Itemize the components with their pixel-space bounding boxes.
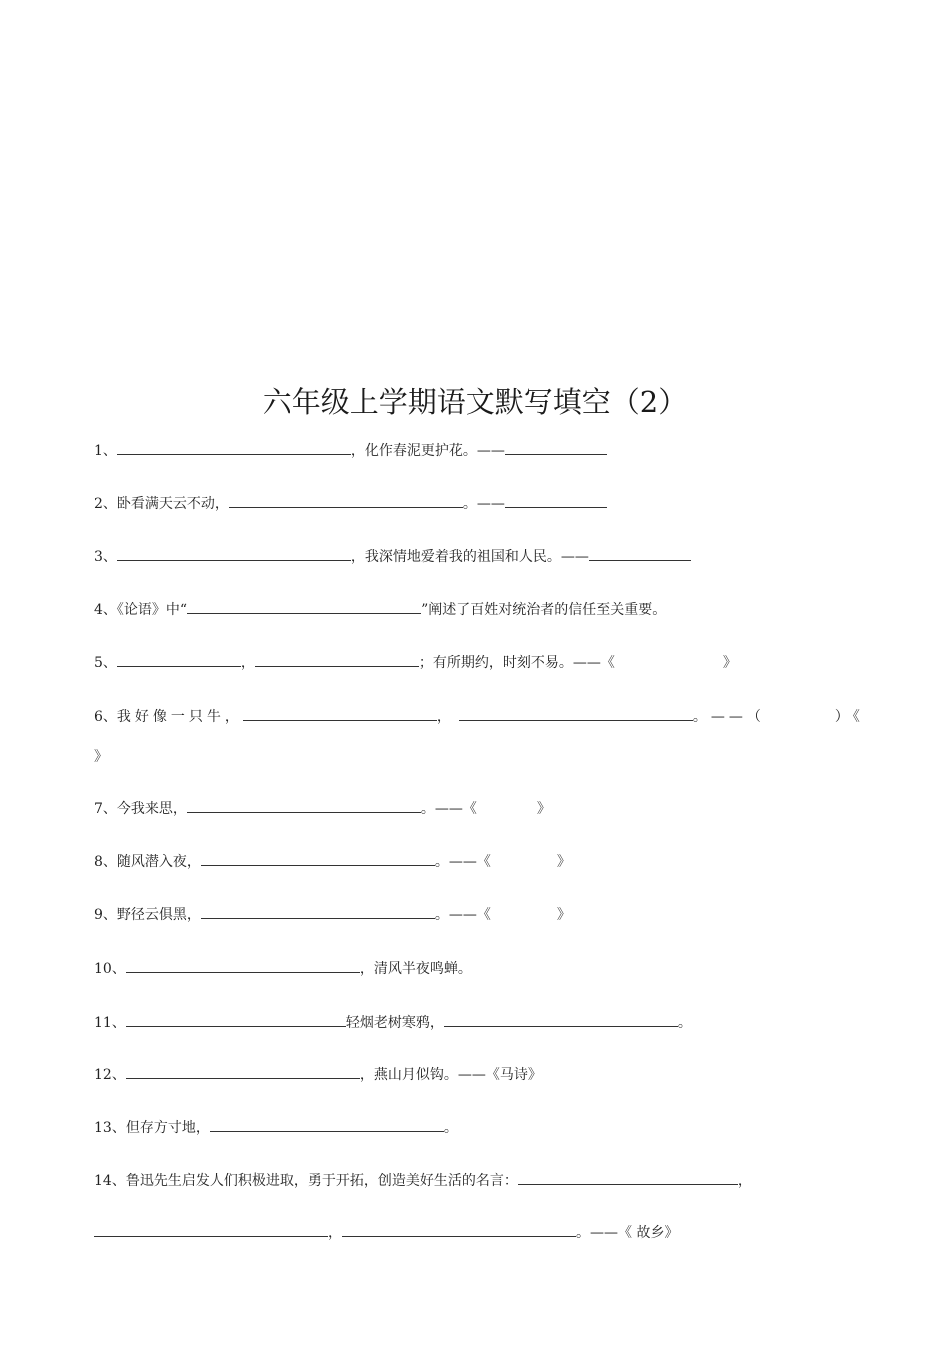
answer-blank[interactable]	[94, 1222, 328, 1237]
answer-blank[interactable]	[201, 851, 435, 866]
answer-blank[interactable]	[126, 1012, 346, 1027]
question-text: ，我深情地爱着我的祖国和人民。——	[350, 549, 589, 565]
question-text: 》	[556, 854, 571, 870]
question-text: 卧看满天云不动，	[116, 496, 229, 512]
question-text: 鲁迅先生启发人们积极进取，勇于开拓，创造美好生活的名言：	[125, 1173, 518, 1189]
question-text: 。——《	[420, 801, 477, 817]
answer-blank[interactable]	[459, 706, 693, 721]
question-text: 《论语》中“	[116, 602, 188, 618]
question-13	[94, 1117, 890, 1139]
question-14-continued	[94, 1222, 890, 1244]
question-text: 。——《	[434, 854, 491, 870]
question-text: 。——（	[692, 709, 765, 725]
answer-blank[interactable]	[229, 493, 463, 508]
question-number: 6、	[94, 709, 117, 725]
answer-blank[interactable]	[126, 1064, 360, 1079]
question-text: 。——《 故乡》	[576, 1225, 679, 1241]
question-text: 但存方寸地，	[125, 1120, 210, 1136]
answer-blank[interactable]	[518, 1170, 738, 1185]
question-3	[94, 546, 890, 568]
answer-blank[interactable]	[117, 546, 351, 561]
question-10	[94, 958, 890, 980]
answer-blank[interactable]	[117, 440, 351, 455]
question-9	[94, 904, 890, 926]
question-number: 7、	[94, 801, 117, 817]
question-text: ，清风半夜鸣蝉。	[359, 961, 472, 977]
question-text: ；有所期约，时刻不易。——《	[418, 655, 615, 671]
question-number: 10、	[94, 961, 126, 977]
page-title: 六年级上学期语文默写填空（2）	[262, 385, 688, 419]
question-text: 。	[443, 1120, 458, 1136]
answer-blank[interactable]	[126, 958, 360, 973]
answer-blank[interactable]	[589, 546, 691, 561]
question-text: ”阐述了百姓对统治者的信任至关重要。	[421, 602, 667, 618]
answer-blank[interactable]	[210, 1117, 444, 1132]
question-6-continued	[94, 746, 890, 768]
question-number: 11、	[94, 1015, 126, 1031]
question-number: 9、	[94, 907, 117, 923]
question-text: ，化作春泥更护花。——	[350, 443, 505, 459]
question-12	[94, 1064, 890, 1086]
question-6	[94, 706, 890, 728]
question-number: 12、	[94, 1067, 126, 1083]
answer-blank[interactable]	[187, 599, 421, 614]
question-text: ，	[328, 1225, 342, 1241]
question-text: 轻烟老树寒鸦，	[345, 1015, 444, 1031]
answer-blank[interactable]	[255, 652, 419, 667]
answer-blank[interactable]	[444, 1012, 678, 1027]
answer-blank[interactable]	[117, 652, 241, 667]
question-number: 5、	[94, 655, 117, 671]
question-5	[94, 652, 890, 674]
question-text: 随风潜入夜，	[116, 854, 201, 870]
answer-blank[interactable]	[187, 798, 421, 813]
question-text: ，	[737, 1173, 752, 1189]
question-text: 。——	[462, 496, 505, 512]
question-8	[94, 851, 890, 873]
question-text: 》	[94, 749, 108, 765]
question-text: ，	[436, 709, 451, 725]
question-text: ，燕山月似钩。——《马诗》	[359, 1067, 542, 1083]
question-number: 4、	[94, 602, 117, 618]
question-number: 2、	[94, 496, 117, 512]
question-7	[94, 798, 890, 820]
answer-blank[interactable]	[505, 440, 607, 455]
question-1	[94, 440, 890, 462]
question-number: 13、	[94, 1120, 126, 1136]
question-number: 14、	[94, 1173, 126, 1189]
question-text: 今我来思，	[116, 801, 187, 817]
answer-blank[interactable]	[243, 706, 437, 721]
question-text: ，	[240, 655, 255, 671]
question-text: 野径云俱黑，	[116, 907, 201, 923]
question-text: 。——《	[434, 907, 491, 923]
question-number: 1、	[94, 443, 117, 459]
question-number: 8、	[94, 854, 117, 870]
question-text: 。	[677, 1015, 692, 1031]
question-4	[94, 599, 890, 621]
answer-blank[interactable]	[201, 904, 435, 919]
question-text: 》	[722, 655, 737, 671]
question-text: 》	[556, 907, 571, 923]
answer-blank[interactable]	[342, 1222, 576, 1237]
question-2	[94, 493, 890, 515]
question-text: 》	[536, 801, 551, 817]
question-14	[94, 1170, 890, 1192]
answer-blank[interactable]	[505, 493, 607, 508]
question-11	[94, 1012, 890, 1034]
question-text: ）《	[834, 709, 864, 725]
question-number: 3、	[94, 549, 117, 565]
question-text: 我好像一只牛，	[116, 709, 243, 725]
